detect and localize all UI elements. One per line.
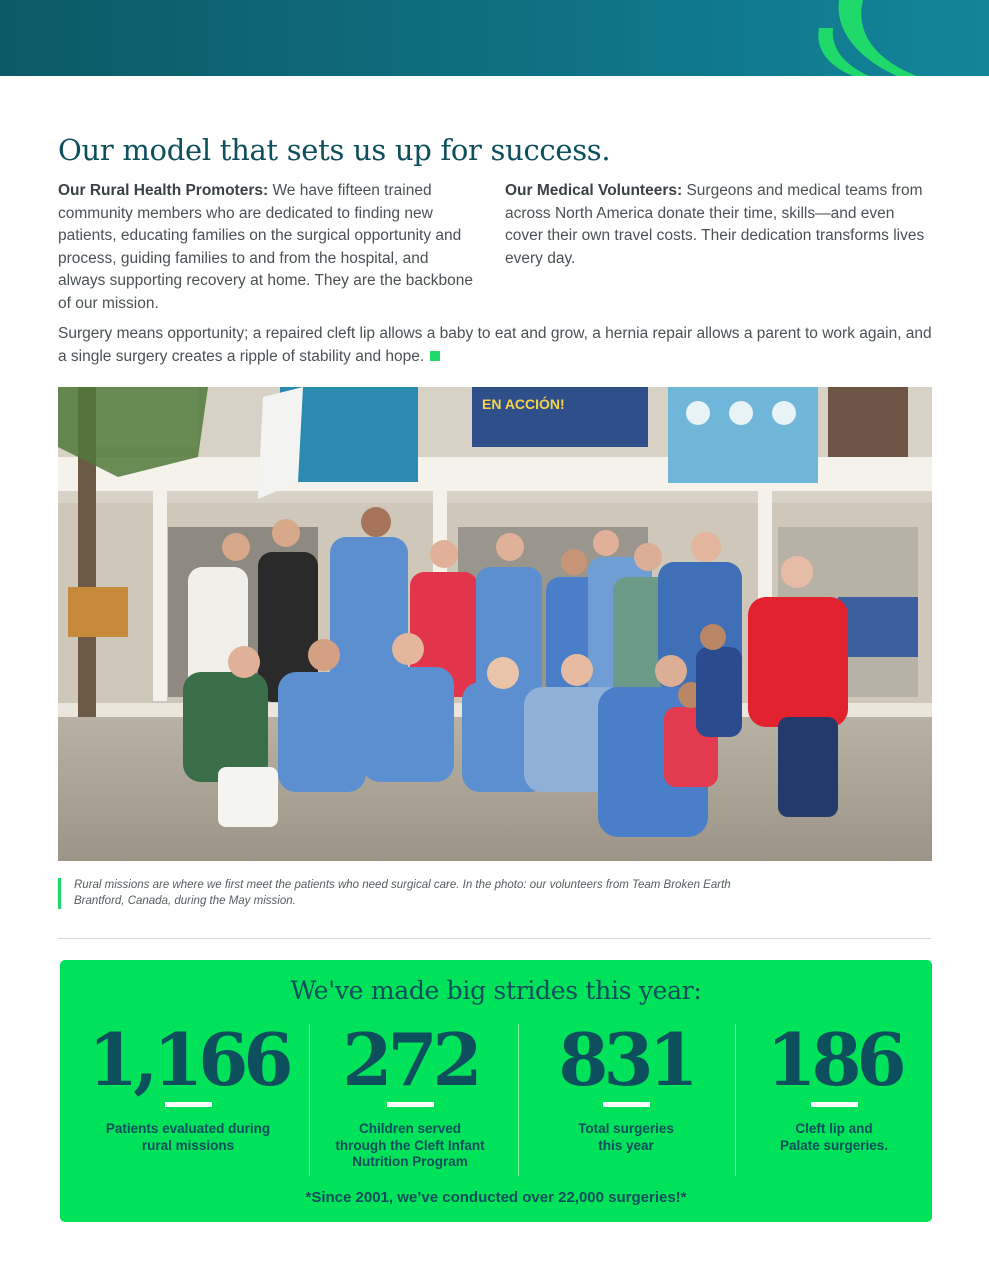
stats-title: We've made big strides this year: <box>290 976 702 1005</box>
medical-volunteers-text <box>505 180 925 270</box>
stat-value: 1,166 <box>88 1017 289 1102</box>
photo-banner-text: EN ACCIÓN! <box>482 396 565 412</box>
stat-separator <box>309 1024 310 1176</box>
stat-cleft-surgeries <box>736 1018 932 1154</box>
stat-underline <box>811 1102 858 1107</box>
surgery-paragraph <box>58 323 938 368</box>
stat-label-line: rural missions <box>141 1137 235 1153</box>
stat-patients-evaluated <box>88 1018 288 1154</box>
stat-children-served <box>312 1018 508 1171</box>
stat-label-line: Palate surgeries. <box>779 1137 889 1153</box>
section-divider <box>58 938 931 939</box>
stat-label <box>312 1121 508 1171</box>
stat-label-line: Nutrition Program <box>352 1154 468 1169</box>
medical-volunteers-body: Surgeons and medical teams from across North America donate their time, skills—and even cover their own travel costs. Their dedication transforms lives every day. <box>505 182 925 267</box>
photo-caption: Rural missions are where we first meet the patients who need surgical care. In the photo: our volunteers from Team Broken Earth Brantford, Canada, during the May mission. <box>58 878 758 909</box>
rural-health-promoters-body: We have fifteen trained community members who are dedicated to finding new patients, educating families on the surgical opportunity and process, guiding families to and from the hospital, and always supporting recovery at home. They are the backbone of our mission. <box>58 182 474 312</box>
medical-volunteers-lead: Our Medical Volunteers: <box>505 182 683 199</box>
stat-underline <box>387 1102 434 1107</box>
top-banner <box>0 0 989 76</box>
group-photo <box>58 387 932 861</box>
end-mark-icon <box>430 351 440 361</box>
page-title: Our model that sets us up for success. <box>58 133 611 167</box>
group-photo-illustration <box>58 387 932 861</box>
stat-value: 272 <box>342 1017 478 1102</box>
stat-total-surgeries <box>528 1018 724 1154</box>
stat-label <box>88 1121 288 1154</box>
stat-label <box>528 1121 724 1154</box>
stat-value: 831 <box>558 1017 694 1102</box>
stat-separator <box>518 1024 519 1176</box>
rural-health-promoters-text <box>58 180 478 316</box>
stat-label-line: Cleft lip and <box>795 1121 873 1136</box>
stat-label-line: this year <box>598 1137 654 1153</box>
stat-label-line: Patients evaluated during <box>105 1121 271 1136</box>
surgery-paragraph-text: Surgery means opportunity; a repaired cleft lip allows a baby to eat and grow, a hernia repair allows a parent to work again, and a single surgery creates a ripple of stability and hope. <box>58 325 932 365</box>
stat-value: 186 <box>766 1017 902 1102</box>
stat-label-line: through the Cleft Infant <box>335 1137 485 1153</box>
stat-label-line: Children served <box>358 1121 462 1136</box>
stats-panel <box>60 960 932 1222</box>
rural-health-promoters-lead: Our Rural Health Promoters: <box>58 182 269 199</box>
stat-underline <box>603 1102 650 1107</box>
stat-label <box>736 1121 932 1154</box>
stat-label-line: Total surgeries <box>578 1121 674 1136</box>
brand-swoosh-icon <box>809 0 919 76</box>
stat-underline <box>165 1102 212 1107</box>
stats-footnote: *Since 2001, we’ve conducted over 22,000 surgeries!* <box>305 1189 687 1206</box>
